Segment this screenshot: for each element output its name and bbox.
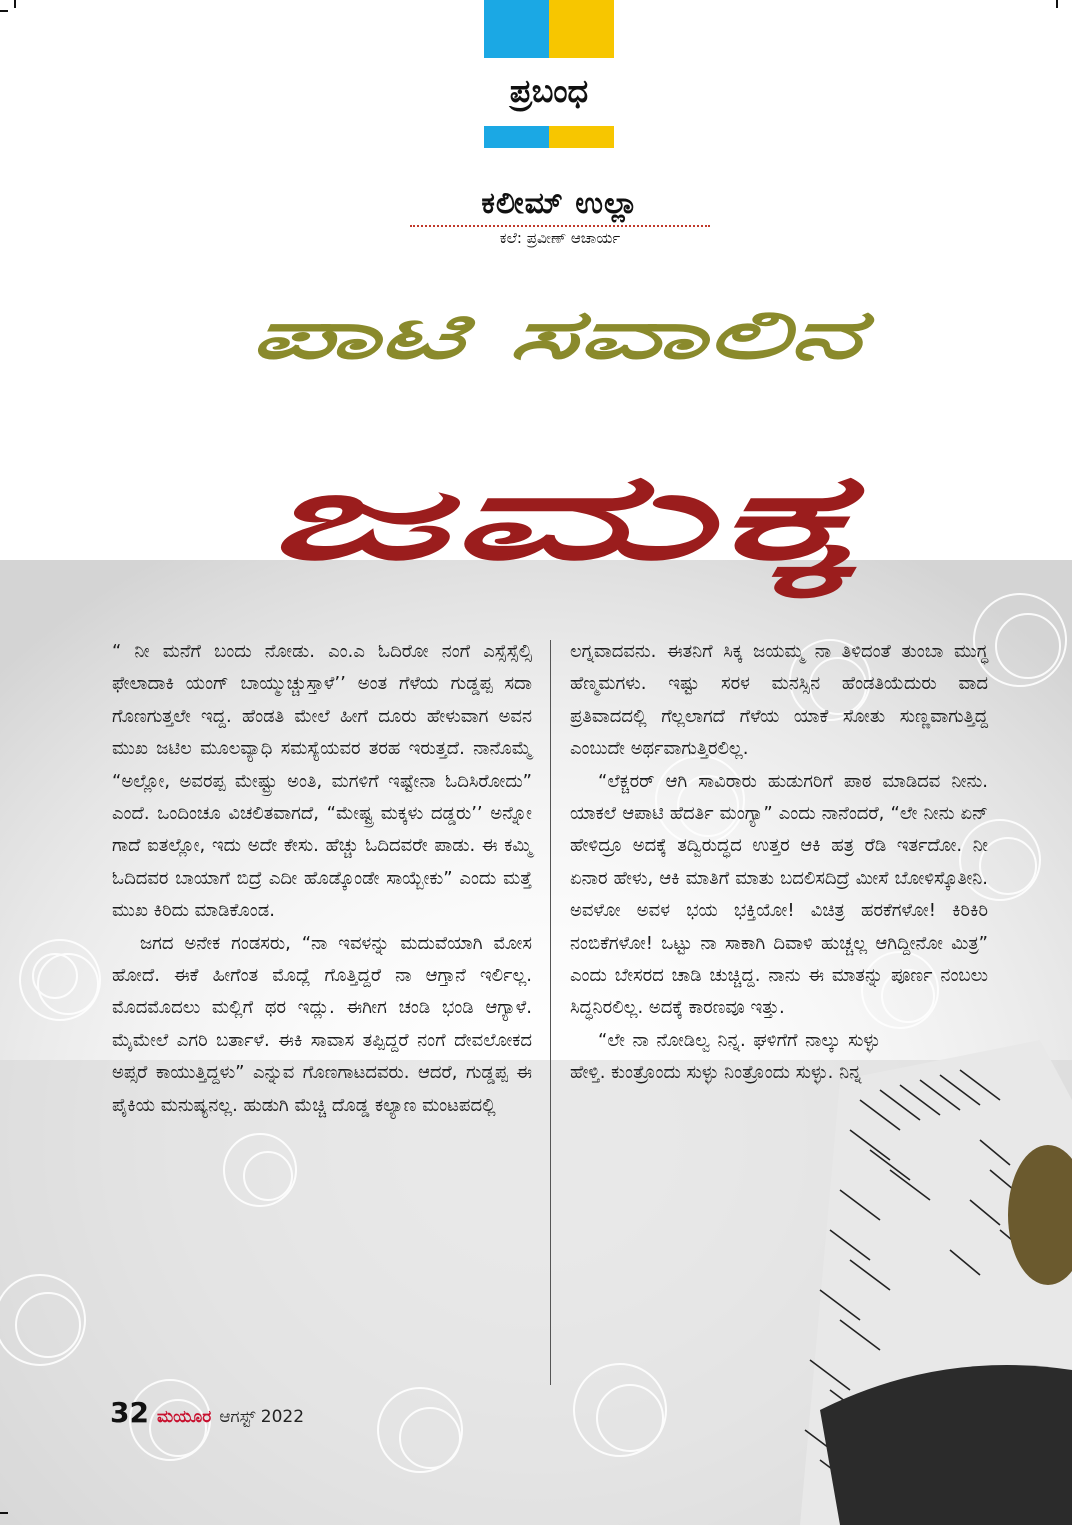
article-title	[240, 268, 880, 618]
article-column-right	[570, 636, 988, 1090]
paragraph: ಲಗ್ನವಾದವನು. ಈತನಿಗೆ ಸಿಕ್ಕ ಜಯಮ್ಮ ನಾ ತಿಳಿದಂತೆ ತುಂಬಾ ಮುಗ್ಧ ಹೆಣ್ಮಮಗಳು. ಇಷ್ಟು ಸರಳ ಮನಸ್ಸಿನ ಹೆಂಡತಿಯೆದುರು ವಾದ ಪ್ರತಿವಾದದಲ್ಲಿ ಗೆಲ್ಲಲಾಗದೆ ಗೆಳೆಯ ಯಾಕೆ ಸೋತು ಸುಣ್ಣವಾಗುತ್ತಿದ್ದ ಎಂಬುದೇ ಅರ್ಥವಾಗುತ್ತಿರಲಿಲ್ಲ.	[570, 641, 988, 760]
crop-mark	[1056, 0, 1058, 8]
title-line-2: ಜಮಕ್ಕ	[260, 446, 521, 587]
paragraph: “ಲೇ ನಾ ನೋಡಿಲ್ವ ನಿನ್ನ. ಘಳಿಗೆಗೆ ನಾಲ್ಕು ಸುಳ್ಳು ಹೇಳ್ತಿ. ಕುಂತ್ರೊಂದು ಸುಳ್ಳು ನಿಂತ್ರೊಂದು ಸುಳ್ಳು. ನಿನ್ನ	[570, 1029, 880, 1084]
paragraph: ಜಗದ ಅನೇಕ ಗಂಡಸರು, “ನಾ ಇವಳನ್ನು ಮದುವೆಯಾಗಿ ಮೋಸ ಹೋದೆ. ಈಕೆ ಹೀಗೆಂತ ಮೊದ್ಲೆ ಗೊತ್ತಿದ್ದರೆ ನಾ ಆಗ್ತಾನೆ ಇರ್ಲಿಲ್ಲ. ಮೊದಮೊದಲು ಮಲ್ಲಿಗೆ ಥರ ಇದ್ಲು. ಈಗೀಗ ಚಂಡಿ ಭಂಡಿ ಆಗ್ಯಾಳೆ. ಮೈಮೇಲೆ ಎಗರಿ ಬರ್ತಾಳೆ. ಈಕಿ ಸಾವಾಸ ತಪ್ಪಿದ್ದರೆ ನಂಗೆ ದೇವಲೋಕದ ಅಪ್ಸರೆ ಕಾಯುತ್ತಿದ್ದಳು” ಎನ್ನುವ ಗೊಣಗಾಟದವರು. ಆದರೆ, ಗುಡ್ಡಪ್ಪ ಈ ಪೈಕಿಯ ಮನುಷ್ಯನಲ್ಲ. ಹುಡುಗಿ ಮೆಚ್ಚಿ ದೊಡ್ಡ ಕಲ್ಯಾಣ ಮಂಟಪದಲ್ಲಿ	[112, 932, 532, 1116]
author-name: ಕಲೀಮ್ ಉಲ್ಲಾ	[481, 186, 639, 221]
page-number: 32	[110, 1396, 149, 1429]
section-tag-yellow-bar	[549, 126, 614, 148]
byline	[380, 186, 740, 247]
paragraph: “ಲೆಕ್ಚರರ್ ಆಗಿ ಸಾವಿರಾರು ಹುಡುಗರಿಗೆ ಪಾಠ ಮಾಡಿದವ ನೀನು. ಯಾಕಲೆ ಆಪಾಟಿ ಹೆದರ್ತಿ ಮಂಗ್ಯಾ” ಎಂದು ನಾನೆಂದರೆ, “ಲೇ ನೀನು ಏನ್ ಹೇಳಿದ್ರೂ ಅದಕ್ಕೆ ತದ್ವಿರುದ್ಧದ ಉತ್ತರ ಆಕಿ ಹತ್ರ ರೆಡಿ ಇರ್ತದೋ. ನೀ ಏನಾರ ಹೇಳು, ಆಕಿ ಮಾತಿಗೆ ಮಾತು ಬದಲಿಸದಿದ್ರೆ ಮೀಸೆ ಬೋಳಿಸ್ಕೊತೀನಿ. ಅವಳೋ ಅವಳ ಭಯ ಭಕ್ತಿಯೋ! ವಿಚಿತ್ರ ಹರಕೆಗಳೋ! ಕಿರಿಕಿರಿ ನಂಬಿಕೆಗಳೋ! ಒಟ್ಟು ನಾ ಸಾಕಾಗಿ ದಿವಾಳಿ ಹುಚ್ಚಲ್ಲ ಆಗಿದ್ದೀನೋ ಮಿತ್ರ” ಎಂದು ಬೇಸರದ ಚಾಡಿ ಚುಚ್ಚಿದ್ದ. ನಾನು ಈ ಮಾತನ್ನು ಪೂರ್ಣ ನಂಬಲು ಸಿದ್ಧನಿರಲಿಲ್ಲ. ಅದಕ್ಕೆ ಕಾರಣವೂ ಇತ್ತು.	[570, 770, 988, 1019]
issue-date: ಆಗಸ್ಟ್ 2022	[219, 1407, 305, 1427]
magazine-name: ಮಯೂರ	[156, 1407, 212, 1427]
section-tag-blue-bar	[484, 126, 549, 148]
crop-mark	[0, 1512, 8, 1514]
title-line-1: ಪಾಟಿ ಸವಾಲಿನ	[250, 295, 878, 375]
section-tag	[484, 0, 614, 148]
article-column-left	[112, 636, 532, 1122]
section-label: ಪ್ರಬಂಧ	[484, 58, 614, 124]
crop-mark	[0, 10, 8, 12]
column-divider	[550, 640, 551, 1385]
crop-mark	[14, 0, 16, 8]
illustration-figure	[780, 1040, 1072, 1525]
illustration-credit: ಕಲೆ: ಪ್ರವೀಣ್ ಆಚಾರ್ಯ	[499, 229, 621, 247]
paragraph: “ ನೀ ಮನೆಗೆ ಬಂದು ನೋಡು. ಎಂ.ಎ ಓದಿರೋ ನಂಗೆ ಎಸ್ಸೆಸ್ಸೆಲ್ಸಿ ಫೇಲಾದಾಕಿ ಯಂಗ್ ಬಾಯ್ಮುಚ್ಚುಸ್ತಾಳೆ’’ ಅಂತ ಗೆಳೆಯ ಗುಡ್ಡಪ್ಪ ಸದಾ ಗೊಣಗುತ್ತಲೇ ಇದ್ದ. ಹೆಂಡತಿ ಮೇಲೆ ಹೀಗೆ ದೂರು ಹೇಳುವಾಗ ಅವನ ಮುಖ ಜಟಿಲ ಮೂಲವ್ಯಾಧಿ ಸಮಸ್ಯೆಯವರ ತರಹ ಇರುತ್ತದೆ. ನಾನೊಮ್ಮೆ “ಅಲ್ಲೋ, ಅವರಪ್ಪ ಮೇಷ್ಟ್ರು ಅಂತಿ, ಮಗಳಿಗೆ ಇಷ್ಟೇನಾ ಓದಿಸಿರೋದು” ಎಂದೆ. ಒಂದಿಂಚೂ ವಿಚಲಿತವಾಗದೆ, “ಮೇಷ್ಟ್ರ ಮಕ್ಕಳು ದಡ್ಡರು’’ ಅನ್ನೋ ಗಾದೆ ಐತಲ್ಲೋ, ಇದು ಅದೇ ಕೇಸು. ಹೆಚ್ಚು ಓದಿದವರೇ ಪಾಡು. ಈ ಕಮ್ಮಿ ಓದಿದವರ ಬಾಯಾಗೆ ಬಿದ್ರೆ ಎದೀ ಹೊಡ್ಕೊಂಡೇ ಸಾಯ್ಬೇಕು” ಎಂದು ಮತ್ತೆ ಮುಖ ಕಿರಿದು ಮಾಡಿಕೊಂಡ.	[112, 641, 532, 922]
page-footer	[110, 1396, 304, 1429]
byline-divider	[410, 225, 710, 227]
